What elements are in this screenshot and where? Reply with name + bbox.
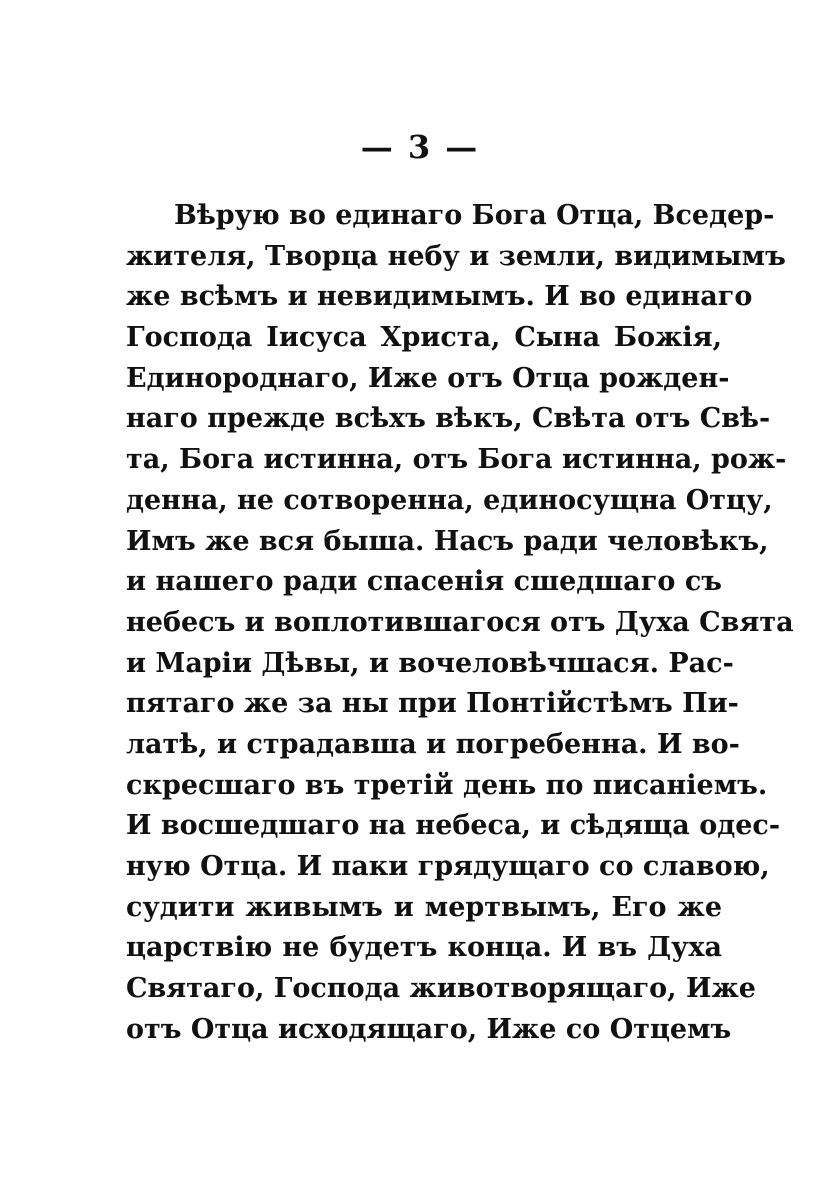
text-line: латѣ, и страдавша и погребенна. И во- [126, 728, 740, 760]
text-line: И восшедшаго на небеса, и сѣдяща одес- [126, 810, 781, 842]
creed-text [126, 196, 794, 1050]
text-line: царствію не будетъ конца. И въ Духа [126, 932, 722, 964]
text-line: наго прежде всѣхъ вѣкъ, Свѣта отъ Свѣ- [126, 403, 771, 435]
text-line: судити живымъ и мертвымъ, Его же [126, 891, 722, 923]
text-line: Вѣрую во единаго Бога Отца, Вседер- [174, 200, 775, 231]
text-line: жителя, Творца небу и земли, видимымъ [126, 240, 786, 272]
text-line: и нашего ради спасенія сшедшаго съ [126, 566, 722, 598]
text-line: отъ Отца исходящаго, Иже со Отцемъ [126, 1013, 732, 1045]
page-number: — 3 — [360, 128, 480, 166]
text-line: небесъ и воплотившагося отъ Духа Свята [126, 606, 794, 638]
text-line: скресшаго въ третій день по писаніемъ. [126, 769, 768, 801]
text-line: ную Отца. И паки грядущаго со славою, [126, 851, 770, 882]
text-line: та, Бога истинна, отъ Бога истинна, рож- [126, 444, 787, 476]
text-line: Единороднаго, Иже отъ Отца рожден- [126, 362, 730, 394]
text-line: и Маріи Дѣвы, и вочеловѣчшася. Рас- [126, 647, 734, 679]
text-line: денна, не сотворенна, единосущна Отцу, [126, 484, 773, 516]
text-line: Святаго, Господа животворящаго, Иже [126, 973, 756, 1005]
text-line: Имъ же вся быша. Насъ ради человѣкъ, [126, 525, 769, 557]
text-line: пятаго же за ны при Понтійстѣмъ Пи- [126, 688, 739, 720]
text-line: же всѣмъ и невидимымъ. И во единаго [126, 281, 753, 313]
text-line: Господа Іисуса Христа, Сына Божія, [126, 322, 722, 354]
